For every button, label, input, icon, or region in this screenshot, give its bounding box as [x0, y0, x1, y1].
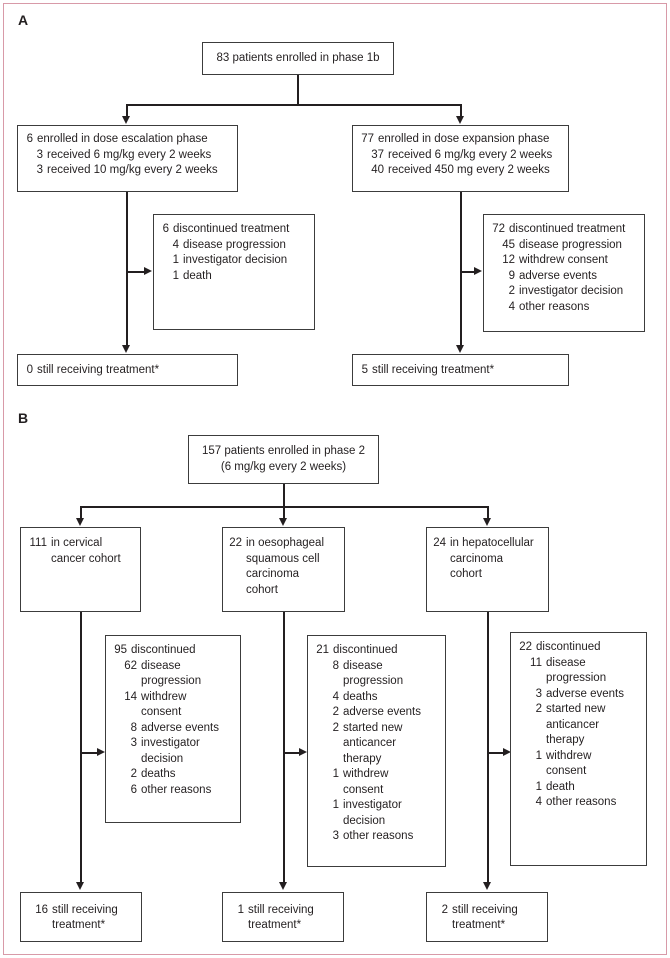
- box-phase1b-enrolled: [202, 42, 394, 75]
- flow-text-line: [316, 783, 439, 799]
- line-text: carcinoma: [246, 568, 300, 580]
- line-text: carcinoma: [450, 552, 504, 565]
- count-value: 1: [535, 780, 542, 793]
- line-text: squamous cell: [246, 552, 320, 565]
- line-text: deaths: [141, 768, 176, 780]
- line-text: discontinued: [131, 644, 196, 656]
- flow-text-line: [316, 643, 439, 659]
- count-value: 1: [535, 749, 542, 762]
- count-value: 3: [36, 164, 43, 176]
- flow-text-line: [229, 583, 338, 599]
- flow-text-line: [316, 674, 439, 690]
- arrowhead-down: [483, 518, 491, 526]
- count-value: 3: [535, 687, 542, 700]
- flow-text-line: [361, 132, 562, 148]
- count-value: 5: [361, 364, 368, 377]
- box-dose-escalation: [17, 125, 238, 192]
- flow-text-line: [114, 643, 234, 659]
- line-text: started new: [546, 703, 606, 715]
- line-text: adverse events: [519, 269, 597, 282]
- flow-text-line: [114, 752, 234, 768]
- arrowhead-right: [97, 748, 105, 756]
- box-escalation-still-receiving: [17, 354, 238, 386]
- line-text: adverse events: [546, 687, 624, 700]
- count-value: 8: [332, 659, 339, 672]
- count-value: 45: [502, 238, 515, 251]
- line-text: in cervical: [51, 537, 103, 549]
- flow-text-line: [114, 767, 234, 783]
- box-phase2-enrolled: [188, 435, 379, 484]
- count-value: 77: [361, 133, 374, 145]
- flow-text-line: [519, 749, 640, 765]
- line-text: enrolled in dose escalation phase: [37, 133, 208, 145]
- flow-text-line: 83 patients enrolled in phase 1b: [216, 51, 380, 64]
- connector-line: [126, 104, 462, 106]
- connector-line: [487, 752, 504, 754]
- line-text: therapy: [546, 734, 585, 746]
- flow-text-line: [316, 814, 439, 830]
- flow-text-line: [492, 300, 638, 316]
- flow-text-line: [316, 798, 439, 814]
- count-value: 1: [332, 768, 339, 780]
- flow-text-line: [35, 903, 135, 919]
- flow-text-line: [237, 918, 337, 934]
- line-text: withdrew: [141, 690, 187, 703]
- box-dose-expansion: [352, 125, 569, 192]
- count-value: 1: [172, 254, 179, 266]
- flow-text-line: [35, 918, 135, 934]
- flow-text-line: (6 mg/kg every 2 weeks): [220, 460, 347, 473]
- line-text: progression: [546, 672, 607, 684]
- count-value: 12: [502, 254, 515, 266]
- count-value: 3: [130, 737, 137, 749]
- line-text: therapy: [343, 752, 382, 765]
- box-oesophageal-cohort: [222, 527, 345, 612]
- box-expansion-discontinued: [483, 214, 645, 332]
- connector-line: [487, 612, 489, 883]
- line-text: still receiving treatment*: [37, 364, 160, 377]
- connector-line: [283, 484, 285, 507]
- flow-text-line: [519, 687, 640, 703]
- flow-text-line: [162, 269, 308, 285]
- line-text: disease progression: [183, 238, 286, 251]
- connector-line: [283, 506, 285, 518]
- flow-text-line: [114, 705, 234, 721]
- line-text: discontinued: [333, 644, 398, 656]
- count-value: 4: [172, 238, 179, 251]
- count-value: 4: [535, 796, 542, 808]
- arrowhead-down: [122, 345, 130, 353]
- line-text: anticancer: [546, 718, 600, 731]
- connector-line: [460, 192, 462, 345]
- connector-line: [80, 752, 98, 754]
- count-value: 2: [535, 703, 542, 715]
- line-text: received 10 mg/kg every 2 weeks: [47, 164, 218, 176]
- flow-text-line: [114, 783, 234, 799]
- flow-text-line: [433, 567, 542, 583]
- connector-line: [460, 271, 475, 273]
- arrowhead-down: [456, 345, 464, 353]
- line-text: withdrew consent: [519, 254, 608, 266]
- arrowhead-down: [76, 518, 84, 526]
- line-text: in hepatocellular: [450, 537, 534, 549]
- flow-text-line: [114, 721, 234, 737]
- count-value: 2: [508, 285, 515, 297]
- line-text: treatment*: [248, 919, 302, 931]
- flow-text-line: [229, 567, 338, 583]
- line-text: progression: [343, 675, 404, 687]
- box-cervical-cohort: [20, 527, 141, 612]
- count-value: 3: [36, 148, 43, 161]
- flow-text-line: [114, 659, 234, 675]
- count-value: 9: [508, 269, 515, 282]
- flow-text-line: [433, 536, 542, 552]
- box-oesophageal-still-receiving: [222, 892, 344, 942]
- count-value: 22: [229, 537, 242, 549]
- count-value: 14: [124, 690, 137, 703]
- line-text: investigator decision: [519, 285, 624, 297]
- flow-text-line: [114, 736, 234, 752]
- flow-text-line: [316, 829, 439, 845]
- panel-b-label: B: [18, 410, 29, 426]
- count-value: 22: [519, 641, 532, 653]
- flow-text-line: [316, 659, 439, 675]
- flow-text-line: [114, 690, 234, 706]
- arrowhead-down: [456, 116, 464, 124]
- count-value: 1: [172, 269, 179, 282]
- count-value: 72: [492, 223, 505, 235]
- flow-text-line: [492, 222, 638, 238]
- flow-text-line: [492, 269, 638, 285]
- line-text: decision: [343, 814, 386, 827]
- line-text: adverse events: [343, 706, 421, 718]
- line-text: still receiving: [452, 903, 518, 916]
- line-text: still receiving: [52, 903, 118, 916]
- arrowhead-right: [299, 748, 307, 756]
- count-value: 37: [371, 148, 384, 161]
- count-value: 8: [130, 721, 137, 734]
- flow-text-line: [519, 702, 640, 718]
- line-text: death: [183, 269, 212, 282]
- line-text: discontinued: [536, 641, 601, 653]
- box-cervical-still-receiving: [20, 892, 142, 942]
- line-text: still receiving treatment*: [372, 364, 495, 377]
- flow-text-line: [316, 721, 439, 737]
- line-text: investigator decision: [183, 254, 288, 266]
- flow-text-line: [27, 552, 134, 568]
- connector-line: [283, 612, 285, 883]
- line-text: treatment*: [52, 919, 106, 931]
- line-text: discontinued treatment: [173, 223, 290, 235]
- line-text: cohort: [450, 568, 482, 580]
- flow-text-line: [492, 253, 638, 269]
- flow-text-line: [26, 132, 231, 148]
- flow-text-line: [162, 238, 308, 254]
- flow-text-line: [519, 640, 640, 656]
- count-value: 24: [433, 537, 446, 549]
- line-text: received 6 mg/kg every 2 weeks: [388, 148, 553, 161]
- flow-text-line: [26, 148, 231, 164]
- line-text: decision: [141, 752, 184, 765]
- flow-text-line: [26, 363, 231, 379]
- flow-text-line: [237, 903, 337, 919]
- line-text: other reasons: [343, 830, 414, 842]
- box-hepatocellular-still-receiving: [426, 892, 548, 942]
- flow-text-line: [519, 780, 640, 796]
- flow-text-line: [441, 918, 541, 934]
- line-text: progression: [141, 675, 202, 687]
- arrowhead-down: [76, 882, 84, 890]
- count-value: 11: [530, 656, 542, 669]
- arrowhead-down: [279, 882, 287, 890]
- box-cervical-discontinued: [105, 635, 241, 823]
- line-text: other reasons: [519, 300, 590, 313]
- count-value: 16: [35, 903, 48, 916]
- flow-text-line: [316, 705, 439, 721]
- count-value: 4: [332, 690, 339, 703]
- flow-text-line: [519, 656, 640, 672]
- flow-text-line: [519, 733, 640, 749]
- box-hepatocellular-discontinued: [510, 632, 647, 866]
- count-value: 1: [237, 903, 244, 916]
- arrowhead-down: [279, 518, 287, 526]
- count-value: 111: [29, 537, 47, 549]
- flow-text-line: [519, 764, 640, 780]
- box-escalation-discontinued: [153, 214, 315, 330]
- arrowhead-right: [144, 267, 152, 275]
- line-text: withdrew: [343, 768, 389, 780]
- flow-text-line: [492, 284, 638, 300]
- flow-text-line: [316, 767, 439, 783]
- line-text: anticancer: [343, 737, 397, 749]
- flow-text-line: [162, 222, 308, 238]
- line-text: withdrew: [546, 749, 592, 762]
- line-text: consent: [546, 765, 587, 777]
- count-value: 6: [130, 783, 137, 796]
- line-text: started new: [343, 721, 403, 734]
- count-value: 21: [316, 644, 329, 656]
- line-text: in oesophageal: [246, 537, 325, 549]
- count-value: 1: [332, 799, 339, 811]
- flow-text-line: [27, 536, 134, 552]
- connector-line: [80, 506, 82, 518]
- box-oesophageal-discontinued: [307, 635, 446, 867]
- panel-a-label: A: [18, 12, 29, 28]
- line-text: cancer cohort: [51, 552, 121, 565]
- connector-line: [487, 506, 489, 518]
- count-value: 2: [332, 721, 339, 734]
- box-hepatocellular-cohort: [426, 527, 549, 612]
- connector-line: [80, 612, 82, 883]
- flow-text-line: [361, 163, 562, 179]
- arrowhead-down: [122, 116, 130, 124]
- count-value: 3: [332, 830, 339, 842]
- flow-text-line: [316, 736, 439, 752]
- line-text: disease: [546, 656, 586, 669]
- count-value: 6: [162, 223, 169, 235]
- box-expansion-still-receiving: [352, 354, 569, 386]
- connector-line: [126, 271, 145, 273]
- line-text: discontinued treatment: [509, 223, 626, 235]
- connector-line: [126, 192, 128, 345]
- flow-text-line: [519, 718, 640, 734]
- arrowhead-right: [474, 267, 482, 275]
- line-text: other reasons: [141, 783, 212, 796]
- line-text: deaths: [343, 690, 378, 703]
- line-text: death: [546, 780, 575, 793]
- line-text: received 6 mg/kg every 2 weeks: [47, 148, 212, 161]
- flow-text-line: [433, 552, 542, 568]
- flow-text-line: [441, 903, 541, 919]
- count-value: 6: [26, 133, 33, 145]
- flow-text-line: 157 patients enrolled in phase 2: [201, 445, 366, 457]
- count-value: 0: [26, 364, 33, 377]
- line-text: cohort: [246, 583, 278, 596]
- connector-line: [297, 75, 299, 104]
- count-value: 4: [508, 300, 515, 313]
- flow-text-line: [519, 671, 640, 687]
- flow-text-line: [316, 690, 439, 706]
- flow-text-line: [361, 363, 562, 379]
- flow-text-line: [361, 148, 562, 164]
- line-text: consent: [141, 706, 182, 718]
- line-text: disease: [343, 659, 383, 672]
- count-value: 2: [332, 706, 339, 718]
- line-text: investigator: [343, 799, 402, 811]
- flow-text-line: [492, 238, 638, 254]
- count-value: 95: [114, 644, 127, 656]
- line-text: adverse events: [141, 721, 219, 734]
- count-value: 40: [371, 164, 384, 176]
- arrowhead-down: [483, 882, 491, 890]
- line-text: treatment*: [452, 919, 506, 931]
- flow-text-line: [229, 552, 338, 568]
- flow-text-line: [26, 163, 231, 179]
- line-text: investigator: [141, 737, 200, 749]
- flow-text-line: [162, 253, 308, 269]
- line-text: received 450 mg every 2 weeks: [388, 164, 550, 176]
- line-text: disease: [141, 659, 181, 672]
- flow-text-line: [114, 674, 234, 690]
- count-value: 62: [124, 659, 137, 672]
- connector-line: [126, 104, 128, 116]
- flow-text-line: [519, 795, 640, 811]
- line-text: enrolled in dose expansion phase: [378, 133, 550, 145]
- line-text: consent: [343, 783, 384, 796]
- flow-text-line: [229, 536, 338, 552]
- line-text: other reasons: [546, 796, 617, 808]
- count-value: 2: [130, 768, 137, 780]
- connector-line: [460, 104, 462, 116]
- count-value: 2: [441, 903, 448, 916]
- line-text: still receiving: [248, 903, 314, 916]
- flow-text-line: [316, 752, 439, 768]
- connector-line: [283, 752, 300, 754]
- line-text: disease progression: [519, 238, 622, 251]
